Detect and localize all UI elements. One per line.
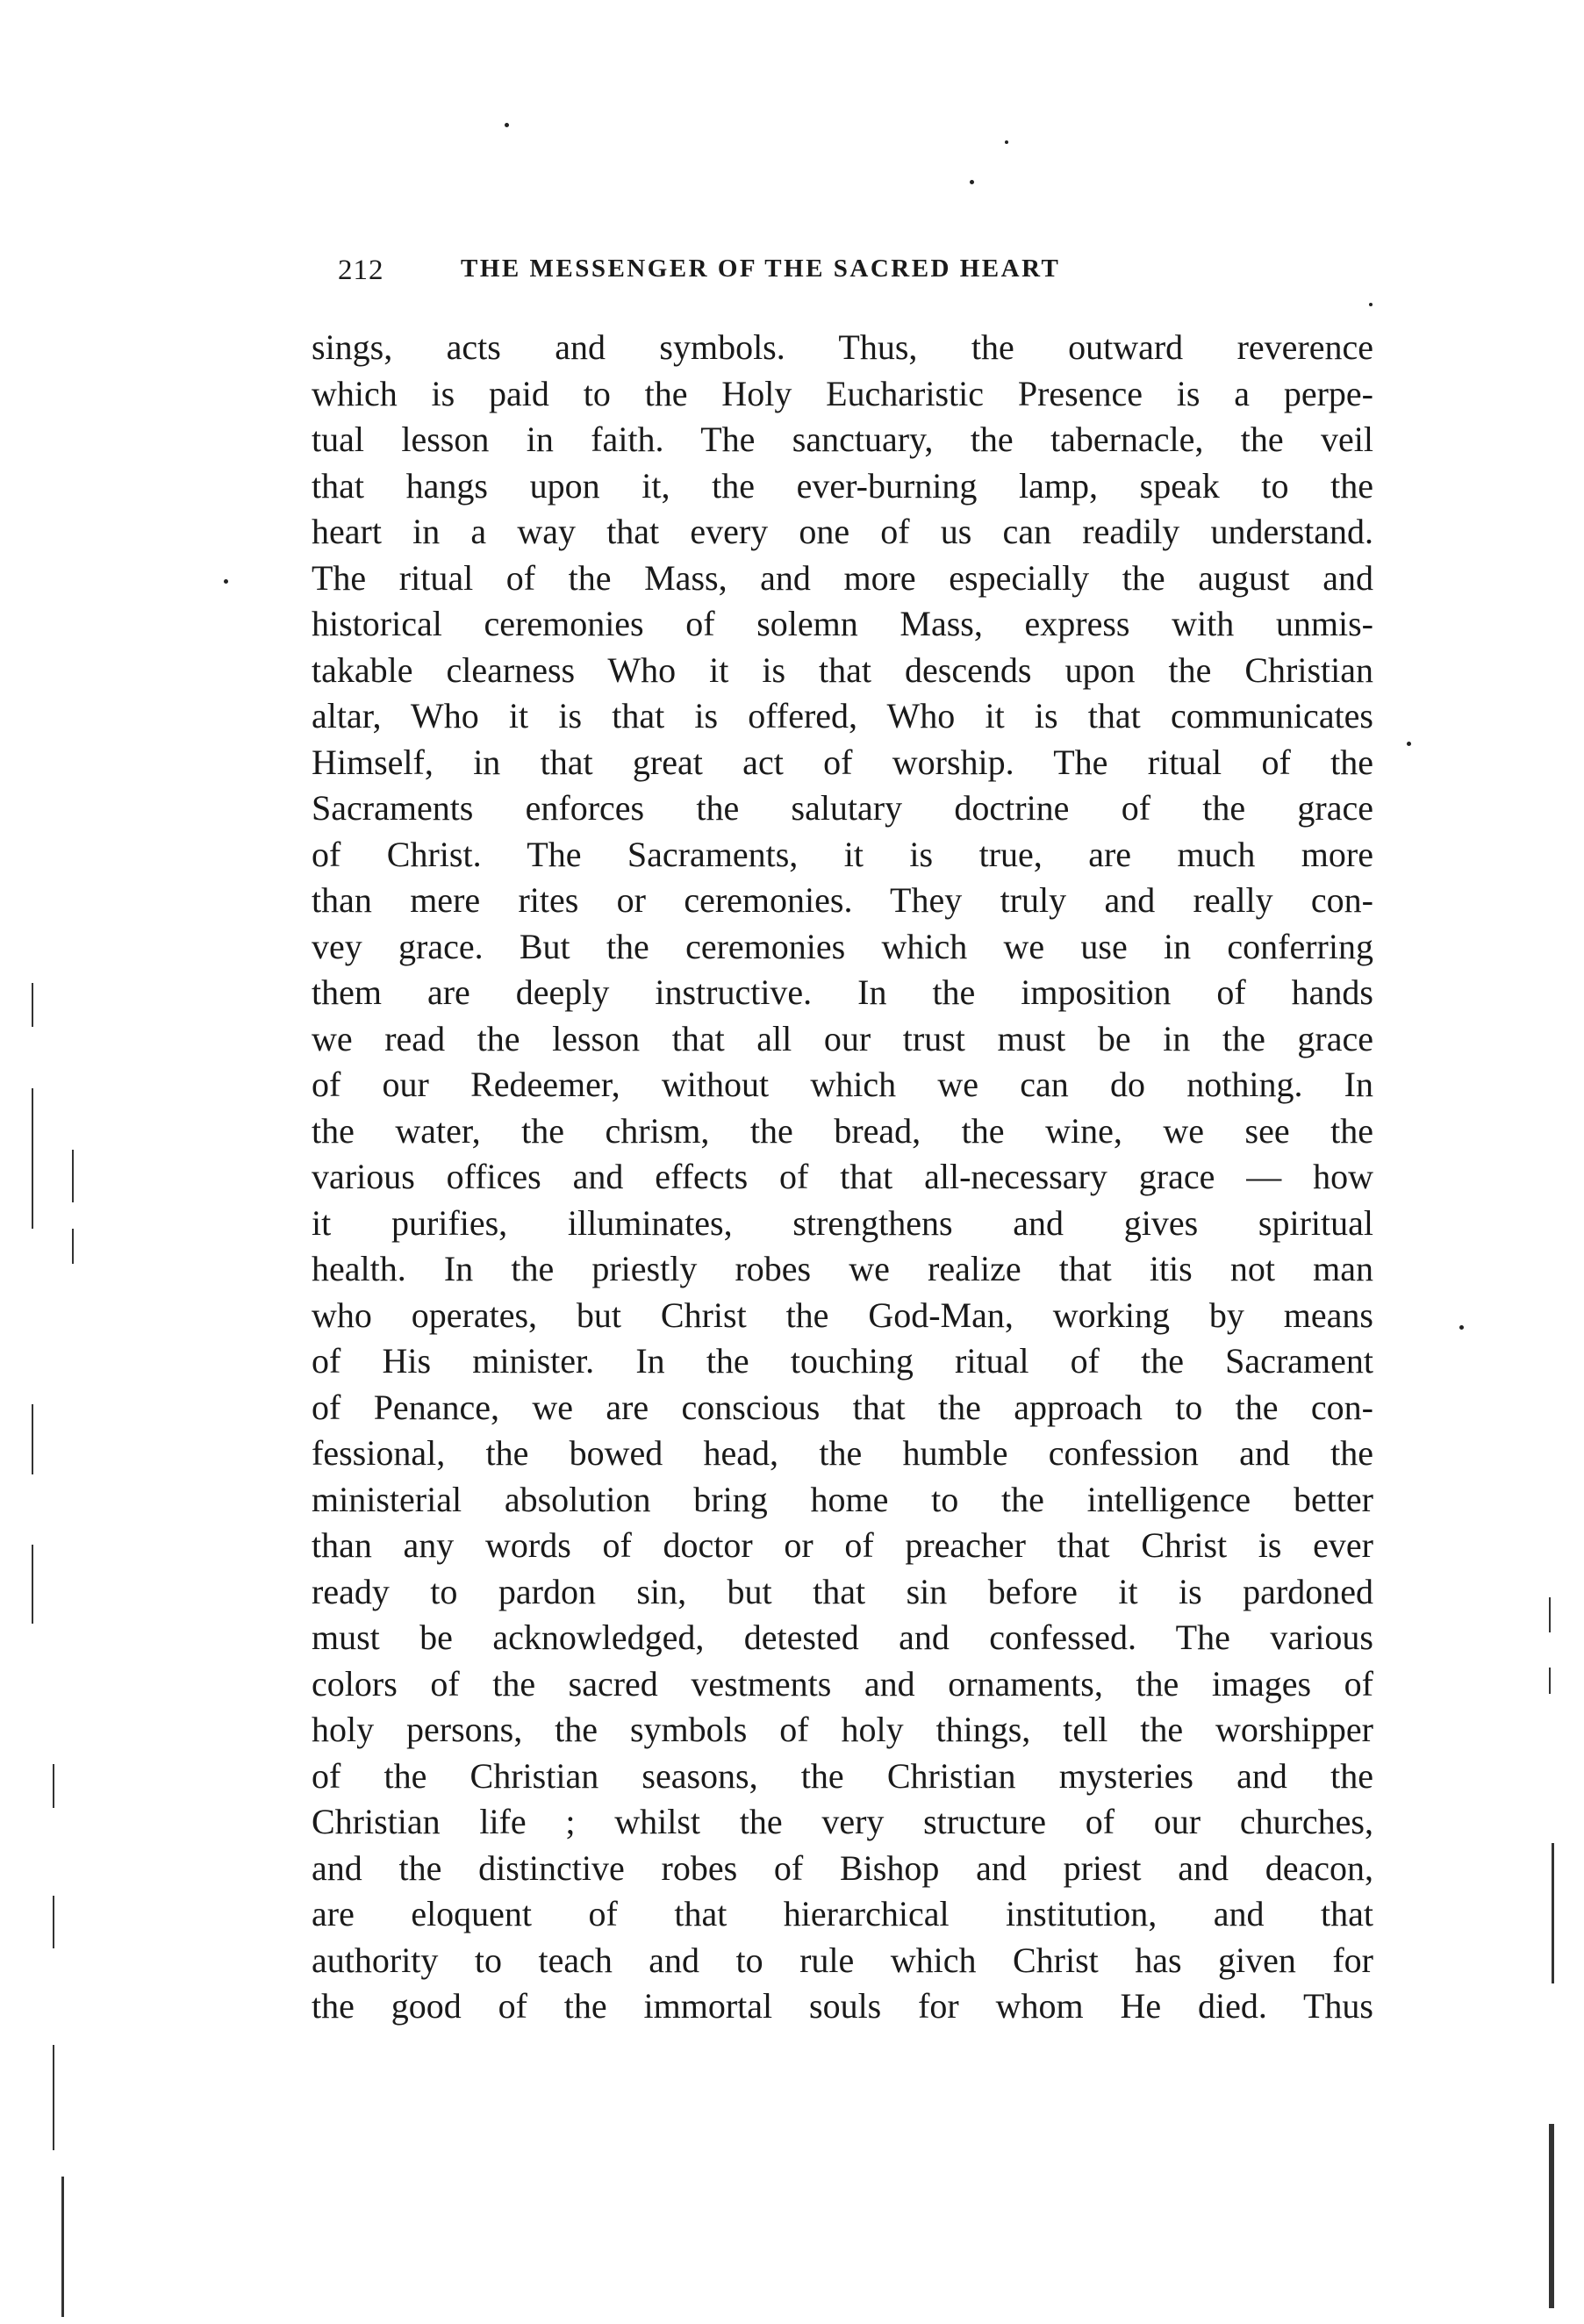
text-line: Himself, in that great act of worship. The ritual of the	[312, 742, 1373, 782]
margin-mark	[1549, 2124, 1554, 2308]
margin-mark	[32, 1088, 33, 1167]
margin-mark	[1549, 1597, 1551, 1632]
text-line: than any words of doctor or of preacher that Christ is ever	[312, 1525, 1373, 1565]
margin-mark	[53, 2045, 54, 2150]
text-line: the water, the chrism, the bread, the wine, we see the	[312, 1110, 1373, 1151]
text-line: vey grace. But the ceremonies which we use in conferring	[312, 926, 1373, 966]
text-line: of the Christian seasons, the Christian mysteries and the	[312, 1755, 1373, 1796]
text-line: them are deeply instructive. In the imposition of hands	[312, 972, 1373, 1012]
running-head	[338, 255, 1369, 293]
text-line: ministerial absolution bring home to the intelligence better	[312, 1479, 1373, 1519]
margin-mark	[72, 1229, 74, 1264]
scan-speck	[1407, 742, 1411, 746]
text-line: The ritual of the Mass, and more especially the august and	[312, 557, 1373, 598]
text-line: we read the lesson that all our trust must be in the grace	[312, 1018, 1373, 1058]
text-line: of our Redeemer, without which we can do nothing. In	[312, 1065, 1373, 1104]
text-line: of Penance, we are conscious that the approach to the con-	[312, 1387, 1373, 1427]
scan-speck	[224, 579, 228, 584]
text-line: takable clearness Who it is that descends upon the Christian	[312, 649, 1373, 690]
text-line: historical ceremonies of solemn Mass, express with unmis-	[312, 604, 1373, 643]
text-line: who operates, but Christ the God-Man, working by means	[312, 1295, 1373, 1335]
scan-speck	[970, 180, 974, 184]
text-line: are eloquent of that hierarchical institution, and that	[312, 1894, 1373, 1933]
scan-speck	[505, 123, 509, 127]
text-line: authority to teach and to rule which Christ has given for	[312, 1940, 1373, 1980]
margin-mark	[53, 1764, 54, 1808]
text-line: altar, Who it is that is offered, Who it is that communicates	[312, 696, 1373, 735]
scan-speck	[1005, 140, 1008, 144]
text-line: than mere rites or ceremonies. They truly and really con-	[312, 880, 1373, 920]
text-line: various offices and effects of that all-necessary grace — how	[312, 1157, 1373, 1196]
text-line: and the distinctive robes of Bishop and priest and deacon,	[312, 1847, 1373, 1888]
scan-speck	[1459, 1325, 1464, 1330]
scan-speck	[1369, 303, 1373, 306]
text-line: tual lesson in faith. The sanctuary, the tabernacle, the veil	[312, 420, 1373, 459]
text-line: Christian life ; whilst the very structure of our churches,	[312, 1802, 1373, 1841]
text-line: that hangs upon it, the ever-burning lamp, speak to the	[312, 465, 1373, 506]
text-line: holy persons, the symbols of holy things, tell the worshipper	[312, 1710, 1373, 1749]
margin-mark	[1549, 1668, 1551, 1694]
margin-mark	[32, 983, 33, 1027]
text-line: of Christ. The Sacraments, it is true, are much more	[312, 834, 1373, 874]
text-line: must be acknowledged, detested and confessed. The various	[312, 1617, 1373, 1657]
margin-mark	[1552, 1843, 1554, 1983]
margin-mark	[32, 1167, 33, 1229]
margin-mark	[72, 1150, 74, 1202]
margin-mark	[32, 1404, 33, 1474]
margin-mark	[32, 1545, 33, 1624]
margin-mark	[53, 1896, 54, 1948]
running-title: THE MESSENGER OF THE SACRED HEART	[461, 255, 1061, 283]
text-line: it purifies, illuminates, strengthens and gives spiritual	[312, 1202, 1373, 1243]
text-line: heart in a way that every one of us can readily understand.	[312, 512, 1373, 551]
text-line: health. In the priestly robes we realize that itis not man	[312, 1249, 1373, 1288]
text-line: Sacraments enforces the salutary doctrine of the grace	[312, 788, 1373, 828]
text-line: colors of the sacred vestments and ornaments, the images of	[312, 1663, 1373, 1704]
text-line: the good of the immortal souls for whom He died. Thus	[312, 1986, 1373, 2026]
text-line: sings, acts and symbols. Thus, the outward reverence	[312, 327, 1373, 367]
body-text	[312, 325, 1373, 2030]
margin-mark	[61, 2177, 64, 2317]
text-line: fessional, the bowed head, the humble confession and the	[312, 1433, 1373, 1473]
page-number: 212	[338, 255, 384, 286]
text-line: of His minister. In the touching ritual of the Sacrament	[312, 1341, 1373, 1381]
text-line: which is paid to the Holy Eucharistic Presence is a perpe-	[312, 373, 1373, 413]
text-line: ready to pardon sin, but that sin before it is pardoned	[312, 1571, 1373, 1611]
